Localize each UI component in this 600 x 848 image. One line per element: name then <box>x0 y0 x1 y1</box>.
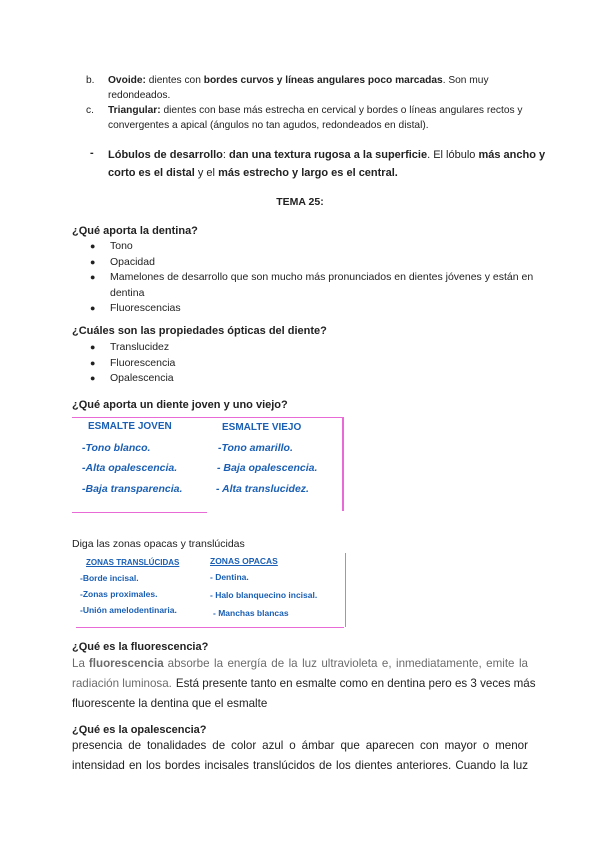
zonas-opacas-header: ZONAS OPACAS <box>210 556 278 566</box>
list-marker-b: b. <box>86 75 95 86</box>
opacas-item: - Manchas blancas <box>213 608 289 618</box>
list-item-c-line2: convergentes a apical (ángulos no tan agudos, redondeados en distal). <box>108 120 429 131</box>
triangular-text: dientes con base más estrecha en cervical y bordes o líneas angulares rectos y <box>163 105 523 116</box>
lobulos-l2-bold1: corto es el distal <box>108 167 195 179</box>
esmalte-joven-header: ESMALTE JOVEN <box>88 421 172 432</box>
zonas-trans-header: ZONAS TRANSLÚCIDAS <box>86 558 180 567</box>
list-marker-c: c. <box>86 105 94 116</box>
lobulos-dash: - <box>90 147 94 159</box>
lobulos-t1: . El lóbulo <box>427 149 476 161</box>
q4-line2: radiación luminosa. Está presente tanto en esmalte como en dentina pero es 3 veces más <box>72 677 536 690</box>
pink-line-bottom <box>72 512 207 513</box>
esmalte-viejo-header: ESMALTE VIEJO <box>222 422 302 433</box>
ovoide-text: dientes con <box>148 75 201 86</box>
q4-line1: La fluorescencia absorbe la energía de la luz ultravioleta e, inmediatamente, emite la <box>72 654 528 674</box>
q1-title: ¿Qué aporta la dentina? <box>72 225 198 237</box>
zonas-image <box>76 553 356 629</box>
tema-heading: TEMA 25: <box>276 196 324 208</box>
q4-title: ¿Qué es la fluorescencia? <box>72 641 209 653</box>
lobulos-bold2: más ancho y <box>478 149 546 161</box>
q5-line1: presencia de tonalidades de color azul o ámbar que aparecen con mayor o menor <box>72 739 528 752</box>
trans-item: -Borde incisal. <box>80 573 139 583</box>
lobulos-line2 <box>108 164 398 182</box>
q5-line2: intensidad en los bordes incisales translúcidos de los dientes anteriores. Cuando la luz <box>72 759 528 772</box>
list-item: ● Opalescencia <box>90 372 174 384</box>
q2-list <box>90 340 540 387</box>
opacas-item: - Halo blanquecino incisal. <box>210 590 318 600</box>
list-item: ● Tono <box>90 240 133 252</box>
esmalte-comparison-image <box>72 417 350 517</box>
q5-paragraph <box>72 736 528 776</box>
list-item: ● Mamelones de desarrollo que son mucho más pronunciados en dientes jóvenes y están en <box>90 271 534 283</box>
joven-item: -Tono blanco. <box>82 442 151 454</box>
list-item-b <box>108 73 528 88</box>
lobulos-term: Lóbulos de desarrollo <box>108 149 223 161</box>
q5-title: ¿Qué es la opalescencia? <box>72 724 207 736</box>
trans-item: -Zonas proximales. <box>80 589 158 599</box>
q4-paragraph <box>72 654 536 714</box>
lobulos-l2-t: y el <box>197 167 215 179</box>
pink-line-right <box>342 417 344 511</box>
lobulos-colon: : <box>222 149 226 161</box>
list-item: ● Fluorescencias <box>90 302 181 314</box>
q1-list <box>90 239 540 317</box>
viejo-item: - Alta translucidez. <box>216 483 309 495</box>
joven-item: -Baja transparencia. <box>82 483 183 495</box>
viejo-item: - Baja opalescencia. <box>217 462 318 474</box>
triangular-term: Triangular: <box>108 105 161 116</box>
q4-line3: fluorescente la dentina que el esmalte <box>72 697 268 710</box>
list-item-continuation: dentina <box>110 286 145 299</box>
trans-item: -Unión amelodentinaria. <box>80 605 177 615</box>
q3-title: ¿Qué aporta un diente joven y uno viejo? <box>72 399 288 411</box>
joven-item: -Alta opalescencia. <box>82 462 178 474</box>
pink-line-top <box>72 417 344 418</box>
viejo-item: -Tono amarillo. <box>218 442 293 454</box>
ovoide-text2: . Son muy <box>442 75 489 86</box>
pink-line-right <box>345 553 346 627</box>
fluorescencia-term: fluorescencia <box>88 657 164 670</box>
list-item-b-line2: redondeados. <box>108 90 171 101</box>
list-item-c <box>108 103 538 118</box>
q2-title: ¿Cuáles son las propiedades ópticas del diente? <box>72 325 327 337</box>
pink-line-bottom <box>76 627 344 628</box>
ovoide-term: Ovoide: <box>108 75 146 86</box>
lobulos-bold1: dan una textura rugosa a la superficie <box>229 149 428 161</box>
list-item: ● Fluorescencia <box>90 356 176 369</box>
zonas-prompt: Diga las zonas opacas y translúcidas <box>72 538 245 550</box>
list-item: ● Opacidad <box>90 255 155 268</box>
list-item: ● Translucidez <box>90 341 170 353</box>
opacas-item: - Dentina. <box>210 572 249 582</box>
lobulos-line1 <box>108 146 546 164</box>
lobulos-l2-bold2: más estrecho y largo es el central. <box>218 167 398 179</box>
ovoide-bold: bordes curvos y líneas angulares poco marcadas <box>203 75 443 86</box>
